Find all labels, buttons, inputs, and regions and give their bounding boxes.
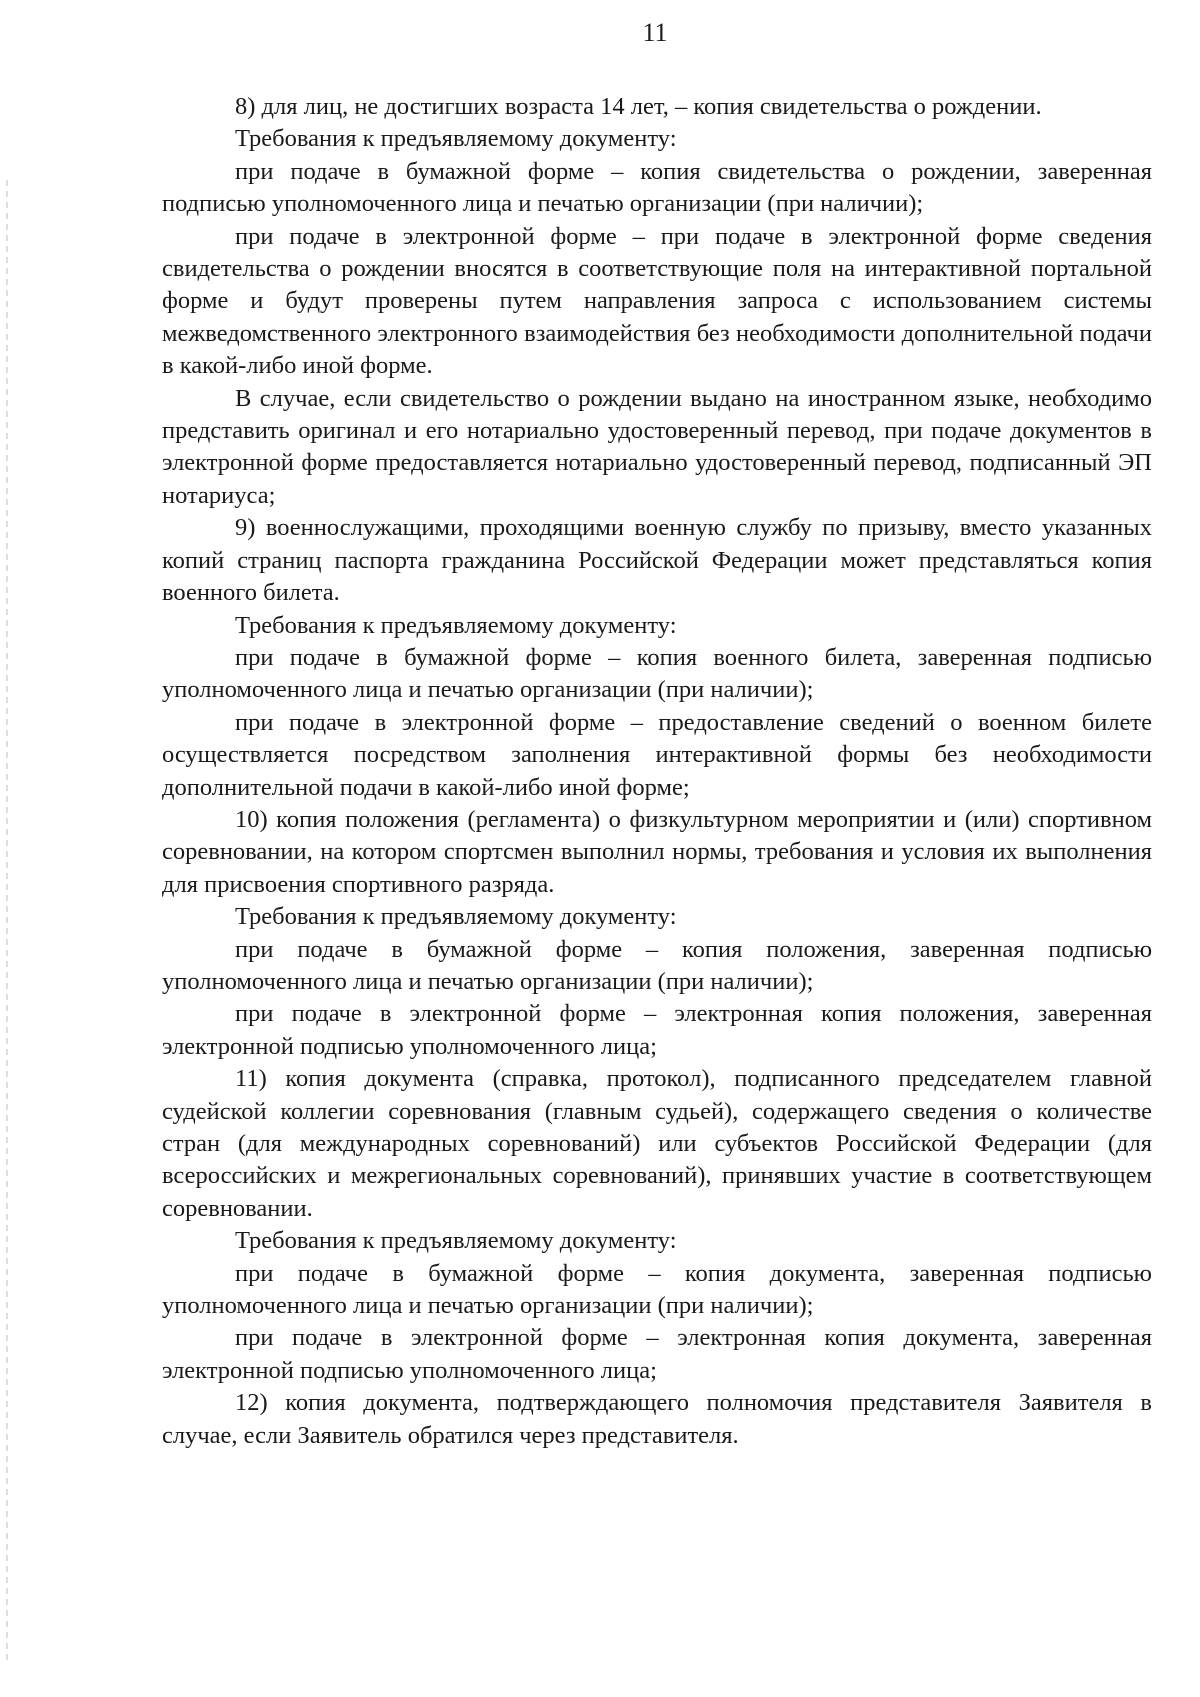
paragraph-item-8: 8) для лиц, не достигших возраста 14 лет, – копия свидетельства о рождении. [235, 93, 1042, 120]
scan-edge-artifact [6, 180, 8, 1660]
paragraph-item-9: 9) военнослужащими, проходящими военную службу по призыву, вместо указанных копий страниц паспорта гражданина Российской Федерации может представляться копия военного билета. [162, 514, 1152, 607]
paragraph-paper-form: при подаче в бумажной форме – копия военного билета, заверенная подписью уполномоченного лица и печатью организации (при наличии); [162, 643, 1152, 704]
page-number: 11 [642, 18, 668, 47]
paragraph-item-11: 11) копия документа (справка, протокол), подписанного председателем главной судейской коллегии соревнования (главным судьей), содержащего сведения о количестве стран (для международных соревнований) или субъектов Российской Федерации (для всероссийских и межрегиональных соревнований), принявших участие в соответствующем соревновании. [162, 1065, 1152, 1222]
requirements-heading: Требования к предъявляемому документу: [235, 903, 677, 931]
document-body [162, 91, 1152, 1452]
paragraph-paper-form: при подаче в бумажной форме – копия положения, заверенная подписью уполномоченного лица и печатью организации (при наличии); [162, 935, 1152, 995]
paragraph-electronic-form: при подаче в электронной форме – электронная копия документа, заверенная электронной подписью уполномоченного лица; [162, 1324, 1152, 1384]
requirements-heading: Требования к предъявляемому документу: [235, 1227, 677, 1255]
paragraph-paper-form: при подаче в бумажной форме – копия документа, заверенная подписью уполномоченного лица и печатью организации (при наличии); [162, 1259, 1152, 1320]
paragraph-item-10: 10) копия положения (регламента) о физкультурном мероприятии и (или) спортивном соревновании, на котором спортсмен выполнил нормы, требования и условия их выполнения для присвоения спортивного разряда. [162, 805, 1152, 898]
requirements-heading: Требования к предъявляемому документу: [235, 611, 677, 639]
paragraph-item-12: 12) копия документа, подтверждающего полномочия представителя Заявителя в случае, если Заявитель обратился через представителя. [162, 1389, 1152, 1449]
requirements-heading: Требования к предъявляемому документу: [235, 125, 677, 153]
paragraph-electronic-form: при подаче в электронной форме – при подаче в электронной форме сведения свидетельства о рождении вносятся в соответствующие поля на интерактивной портальной форме и будут проверены путем направления запроса с использованием системы межведомственного электронного взаимодействия без необходимости дополнительной подачи в какой-либо иной форме. [162, 222, 1152, 380]
paragraph-foreign-language: В случае, если свидетельство о рождении выдано на иностранном языке, необходимо представить оригинал и его нотариально удостоверенный перевод, при подаче документов в электронной форме предоставляется нотариально удостоверенный перевод, подписанный ЭП нотариуса; [162, 384, 1152, 509]
paragraph-electronic-form: при подаче в электронной форме – электронная копия положения, заверенная электронной подписью уполномоченного лица; [162, 1000, 1152, 1060]
paragraph-paper-form: при подаче в бумажной форме – копия свидетельства о рождении, заверенная подписью уполномоченного лица и печатью организации (при наличии); [162, 157, 1152, 218]
paragraph-electronic-form: при подаче в электронной форме – предоставление сведений о военном билете осуществляется посредством заполнения интерактивной формы без необходимости дополнительной подачи в какой-либо иной форме; [162, 708, 1152, 801]
